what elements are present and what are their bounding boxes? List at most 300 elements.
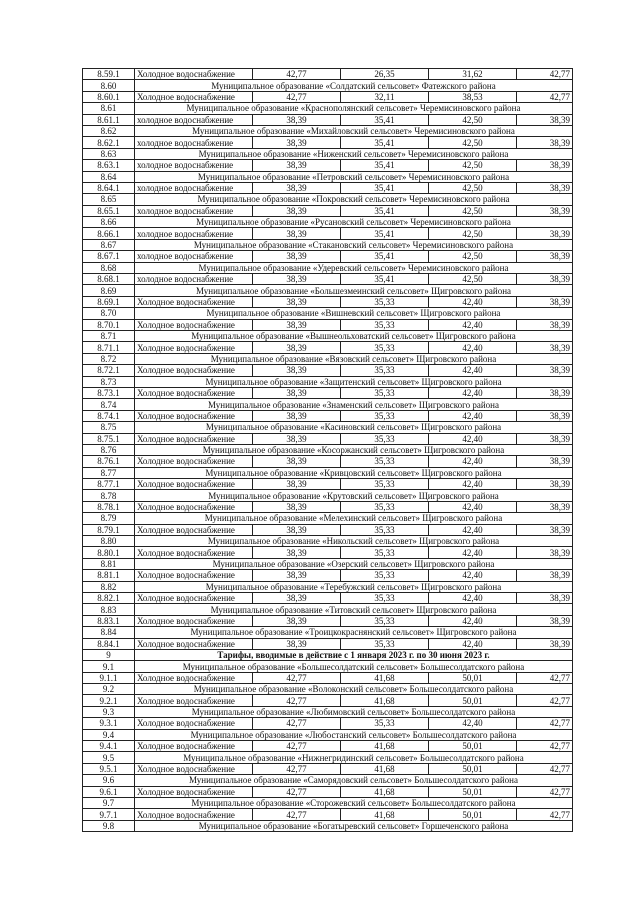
municipality-name: Муниципальное образование «Троицкокраснянский сельсовет» Щигровского района <box>135 627 573 638</box>
row-code: 8.71 <box>83 330 135 341</box>
municipality-name: Муниципальное образование «Теребужский сельсовет» Щигровского района <box>135 581 573 592</box>
tariff-row <box>83 524 573 535</box>
tariff-row <box>83 342 573 353</box>
tariff-value-2: 35,33 <box>341 342 429 353</box>
tariff-value-1: 38,39 <box>253 592 341 603</box>
tariff-value-4: 42,77 <box>517 718 573 729</box>
tariff-value-1: 38,39 <box>253 251 341 262</box>
tariff-row <box>83 570 573 581</box>
tariff-value-4: 42,77 <box>517 69 573 80</box>
tariff-value-1: 42,77 <box>253 91 341 102</box>
row-code: 8.69 <box>83 285 135 296</box>
row-code: 8.76.1 <box>83 456 135 467</box>
tariff-row <box>83 365 573 376</box>
tariff-value-1: 38,39 <box>253 205 341 216</box>
tariff-value-4: 38,39 <box>517 274 573 285</box>
tariff-value-3: 42,40 <box>429 592 517 603</box>
row-code: 8.83 <box>83 604 135 615</box>
service-name: Холодное водоснабжение <box>135 570 253 581</box>
row-code: 8.73.1 <box>83 387 135 398</box>
tariff-value-2: 35,33 <box>341 638 429 649</box>
service-name: Холодное водоснабжение <box>135 456 253 467</box>
row-code: 8.70 <box>83 308 135 319</box>
row-code: 8.73 <box>83 376 135 387</box>
row-code: 8.83.1 <box>83 615 135 626</box>
tariff-value-1: 38,39 <box>253 547 341 558</box>
row-code: 8.74.1 <box>83 410 135 421</box>
municipality-row <box>83 490 573 501</box>
tariff-value-3: 42,50 <box>429 205 517 216</box>
tariff-value-3: 42,50 <box>429 182 517 193</box>
row-code: 8.64.1 <box>83 182 135 193</box>
tariff-row <box>83 718 573 729</box>
tariff-value-2: 35,33 <box>341 718 429 729</box>
tariff-value-1: 38,39 <box>253 160 341 171</box>
service-name: холодное водоснабжение <box>135 228 253 239</box>
tariff-value-1: 42,77 <box>253 786 341 797</box>
tariff-row <box>83 695 573 706</box>
service-name: Холодное водоснабжение <box>135 638 253 649</box>
tariff-value-2: 41,68 <box>341 741 429 752</box>
row-code: 9.1.1 <box>83 672 135 683</box>
tariff-value-2: 41,68 <box>341 809 429 820</box>
tariff-value-2: 35,41 <box>341 160 429 171</box>
tariff-value-3: 42,40 <box>429 479 517 490</box>
municipality-name: Муниципальное образование «Удеревский сельсовет» Черемисиновского района <box>135 262 573 273</box>
tariff-value-1: 38,39 <box>253 410 341 421</box>
service-name: Холодное водоснабжение <box>135 809 253 820</box>
tariff-value-4: 38,39 <box>517 410 573 421</box>
municipality-row <box>83 217 573 228</box>
tariff-value-4: 38,39 <box>517 479 573 490</box>
municipality-name: Муниципальное образование «Никольский сельсовет» Щигровского района <box>135 536 573 547</box>
municipality-name: Муниципальное образование «Крутовский сельсовет» Щигровского района <box>135 490 573 501</box>
row-code: 8.65 <box>83 194 135 205</box>
municipality-row <box>83 706 573 717</box>
tariff-value-3: 42,50 <box>429 228 517 239</box>
tariff-row <box>83 479 573 490</box>
tariff-row <box>83 69 573 80</box>
service-name: Холодное водоснабжение <box>135 479 253 490</box>
row-code: 9.4.1 <box>83 741 135 752</box>
tariff-row <box>83 296 573 307</box>
municipality-row <box>83 604 573 615</box>
tariff-value-4: 38,39 <box>517 114 573 125</box>
service-name: Холодное водоснабжение <box>135 342 253 353</box>
tariff-value-3: 50,01 <box>429 741 517 752</box>
municipality-name: Муниципальное образование «Мелехинский сельсовет» Щигровского района <box>135 513 573 524</box>
row-code: 8.61 <box>83 103 135 114</box>
row-code: 8.67.1 <box>83 251 135 262</box>
service-name: Холодное водоснабжение <box>135 387 253 398</box>
tariff-value-3: 50,01 <box>429 672 517 683</box>
tariff-value-4: 42,77 <box>517 786 573 797</box>
tariff-value-2: 35,41 <box>341 114 429 125</box>
row-code: 8.81 <box>83 558 135 569</box>
service-name: холодное водоснабжение <box>135 274 253 285</box>
tariff-value-4: 38,39 <box>517 296 573 307</box>
tariff-row <box>83 456 573 467</box>
tariff-row <box>83 638 573 649</box>
tariff-value-4: 42,77 <box>517 741 573 752</box>
tariff-value-1: 38,39 <box>253 615 341 626</box>
tariff-value-4: 38,39 <box>517 319 573 330</box>
tariff-value-1: 38,39 <box>253 387 341 398</box>
municipality-name: Муниципальное образование «Петровский сельсовет» Черемисиновского района <box>135 171 573 182</box>
row-code: 8.80.1 <box>83 547 135 558</box>
service-name: Холодное водоснабжение <box>135 741 253 752</box>
row-code: 9.2 <box>83 684 135 695</box>
document-page <box>82 68 572 832</box>
municipality-row <box>83 661 573 672</box>
tariff-value-2: 35,41 <box>341 228 429 239</box>
tariff-row <box>83 809 573 820</box>
municipality-name: Муниципальное образование «Русановский сельсовет» Черемисиновского района <box>135 217 573 228</box>
tariff-row <box>83 160 573 171</box>
tariff-value-2: 35,41 <box>341 137 429 148</box>
row-code: 9.6 <box>83 775 135 786</box>
tariff-value-2: 35,33 <box>341 524 429 535</box>
tariff-value-2: 35,33 <box>341 547 429 558</box>
row-code: 8.77.1 <box>83 479 135 490</box>
tariff-value-4: 38,39 <box>517 456 573 467</box>
row-code: 9.7 <box>83 798 135 809</box>
tariff-value-2: 35,33 <box>341 479 429 490</box>
tariff-row <box>83 91 573 102</box>
tariff-value-1: 42,77 <box>253 741 341 752</box>
municipality-row <box>83 581 573 592</box>
municipality-row <box>83 353 573 364</box>
tariff-value-4: 42,77 <box>517 763 573 774</box>
tariff-row <box>83 410 573 421</box>
tariff-value-3: 42,40 <box>429 433 517 444</box>
row-code: 8.84 <box>83 627 135 638</box>
municipality-name: Муниципальное образование «Саморядовский сельсовет» Большесолдатского района <box>135 775 573 786</box>
tariff-row <box>83 741 573 752</box>
service-name: Холодное водоснабжение <box>135 718 253 729</box>
section-heading-row <box>83 649 573 660</box>
tariff-value-2: 41,68 <box>341 695 429 706</box>
service-name: Холодное водоснабжение <box>135 592 253 603</box>
tariff-value-1: 38,39 <box>253 274 341 285</box>
service-name: холодное водоснабжение <box>135 182 253 193</box>
tariff-value-4: 38,39 <box>517 638 573 649</box>
tariff-value-3: 42,50 <box>429 137 517 148</box>
tariff-value-3: 42,40 <box>429 342 517 353</box>
tariff-value-2: 35,33 <box>341 365 429 376</box>
tariff-value-3: 42,40 <box>429 501 517 512</box>
service-name: холодное водоснабжение <box>135 114 253 125</box>
municipality-row <box>83 330 573 341</box>
row-code: 8.69.1 <box>83 296 135 307</box>
row-code: 8.66 <box>83 217 135 228</box>
tariff-row <box>83 182 573 193</box>
row-code: 8.75 <box>83 422 135 433</box>
service-name: холодное водоснабжение <box>135 137 253 148</box>
service-name: Холодное водоснабжение <box>135 319 253 330</box>
tariff-value-2: 35,33 <box>341 570 429 581</box>
municipality-row <box>83 103 573 114</box>
row-code: 8.61.1 <box>83 114 135 125</box>
tariff-value-1: 38,39 <box>253 365 341 376</box>
tariff-value-1: 38,39 <box>253 319 341 330</box>
municipality-row <box>83 80 573 91</box>
municipality-name: Муниципальное образование «Покровский сельсовет» Черемисиновского района <box>135 194 573 205</box>
tariff-value-4: 38,39 <box>517 205 573 216</box>
tariff-value-3: 42,40 <box>429 547 517 558</box>
tariff-value-4: 38,39 <box>517 251 573 262</box>
tariff-value-4: 38,39 <box>517 160 573 171</box>
municipality-row <box>83 752 573 763</box>
row-code: 8.80 <box>83 536 135 547</box>
tariff-row <box>83 319 573 330</box>
municipality-row <box>83 262 573 273</box>
row-code: 8.62.1 <box>83 137 135 148</box>
tariff-row <box>83 274 573 285</box>
tariff-value-4: 38,39 <box>517 547 573 558</box>
tariff-row <box>83 501 573 512</box>
municipality-name: Муниципальное образование «Волоконский сельсовет» Большесолдатского района <box>135 684 573 695</box>
municipality-name: Муниципальное образование «Косоржанский сельсовет» Щигровского района <box>135 444 573 455</box>
row-code: 8.71.1 <box>83 342 135 353</box>
tariff-value-2: 41,68 <box>341 786 429 797</box>
row-code: 9.3 <box>83 706 135 717</box>
row-code: 8.64 <box>83 171 135 182</box>
municipality-row <box>83 285 573 296</box>
tariff-value-1: 42,77 <box>253 69 341 80</box>
municipality-row <box>83 775 573 786</box>
municipality-row <box>83 558 573 569</box>
service-name: Холодное водоснабжение <box>135 433 253 444</box>
row-code: 9.2.1 <box>83 695 135 706</box>
tariff-value-4: 42,77 <box>517 91 573 102</box>
municipality-name: Муниципальное образование «Вязовский сельсовет» Щигровского района <box>135 353 573 364</box>
tariff-row <box>83 114 573 125</box>
tariff-value-3: 42,50 <box>429 251 517 262</box>
tariff-value-2: 35,33 <box>341 319 429 330</box>
tariff-value-3: 42,40 <box>429 570 517 581</box>
municipality-name: Муниципальное образование «Большезмеинский сельсовет» Щигровского района <box>135 285 573 296</box>
section-number: 9 <box>83 649 135 660</box>
tariff-value-3: 42,40 <box>429 615 517 626</box>
tariff-value-4: 38,39 <box>517 342 573 353</box>
tariff-table-body <box>83 69 573 832</box>
municipality-row <box>83 399 573 410</box>
municipality-name: Муниципальное образование «Краснополянский сельсовет» Черемисиновского района <box>135 103 573 114</box>
row-code: 8.79.1 <box>83 524 135 535</box>
tariff-value-3: 42,50 <box>429 114 517 125</box>
municipality-row <box>83 798 573 809</box>
tariff-value-2: 35,33 <box>341 296 429 307</box>
service-name: Холодное водоснабжение <box>135 763 253 774</box>
tariff-value-1: 42,77 <box>253 718 341 729</box>
tariff-value-4: 38,39 <box>517 570 573 581</box>
row-code: 9.1 <box>83 661 135 672</box>
row-code: 8.79 <box>83 513 135 524</box>
tariff-value-3: 38,53 <box>429 91 517 102</box>
row-code: 8.78 <box>83 490 135 501</box>
tariff-value-3: 50,01 <box>429 763 517 774</box>
row-code: 8.77 <box>83 467 135 478</box>
tariff-value-2: 35,33 <box>341 433 429 444</box>
row-code: 8.63.1 <box>83 160 135 171</box>
tariff-value-4: 38,39 <box>517 137 573 148</box>
tariff-row <box>83 786 573 797</box>
municipality-name: Муниципальное образование «Любостанский сельсовет» Большесолдатского района <box>135 729 573 740</box>
service-name: Холодное водоснабжение <box>135 786 253 797</box>
municipality-name: Муниципальное образование «Михайловский сельсовет» Черемисиновского района <box>135 125 573 136</box>
service-name: Холодное водоснабжение <box>135 296 253 307</box>
row-code: 8.68.1 <box>83 274 135 285</box>
tariff-value-3: 42,40 <box>429 524 517 535</box>
service-name: Холодное водоснабжение <box>135 672 253 683</box>
row-code: 8.68 <box>83 262 135 273</box>
tariff-value-1: 42,77 <box>253 763 341 774</box>
tariff-value-2: 35,33 <box>341 615 429 626</box>
tariff-value-3: 42,40 <box>429 387 517 398</box>
tariff-value-3: 42,40 <box>429 638 517 649</box>
tariff-value-1: 38,39 <box>253 137 341 148</box>
tariff-value-3: 42,40 <box>429 365 517 376</box>
tariff-row <box>83 672 573 683</box>
tariff-value-1: 38,39 <box>253 479 341 490</box>
row-code: 8.67 <box>83 239 135 250</box>
tariff-value-3: 42,40 <box>429 319 517 330</box>
row-code: 8.65.1 <box>83 205 135 216</box>
tariff-value-2: 35,41 <box>341 274 429 285</box>
tariff-value-3: 50,01 <box>429 695 517 706</box>
tariff-value-1: 42,77 <box>253 695 341 706</box>
tariff-value-1: 38,39 <box>253 524 341 535</box>
row-code: 8.72 <box>83 353 135 364</box>
service-name: Холодное водоснабжение <box>135 91 253 102</box>
municipality-row <box>83 627 573 638</box>
row-code: 8.60.1 <box>83 91 135 102</box>
service-name: Холодное водоснабжение <box>135 501 253 512</box>
tariff-value-2: 35,33 <box>341 387 429 398</box>
row-code: 9.8 <box>83 820 135 831</box>
row-code: 8.78.1 <box>83 501 135 512</box>
tariff-value-3: 50,01 <box>429 809 517 820</box>
tariff-value-1: 38,39 <box>253 501 341 512</box>
tariff-value-2: 41,68 <box>341 672 429 683</box>
tariff-value-4: 42,77 <box>517 809 573 820</box>
tariff-value-4: 38,39 <box>517 182 573 193</box>
tariff-value-2: 26,35 <box>341 69 429 80</box>
tariff-value-1: 38,39 <box>253 182 341 193</box>
tariff-value-1: 38,39 <box>253 433 341 444</box>
tariff-value-3: 42,50 <box>429 274 517 285</box>
municipality-name: Муниципальное образование «Вишневский сельсовет» Щигровского района <box>135 308 573 319</box>
row-code: 9.7.1 <box>83 809 135 820</box>
municipality-name: Муниципальное образование «Стакановский сельсовет» Черемисиновского района <box>135 239 573 250</box>
row-code: 8.60 <box>83 80 135 91</box>
tariff-value-3: 42,40 <box>429 296 517 307</box>
municipality-name: Муниципальное образование «Большесолдатский сельсовет» Большесолдатского района <box>135 661 573 672</box>
tariff-row <box>83 547 573 558</box>
tariff-value-2: 35,41 <box>341 205 429 216</box>
municipality-row <box>83 376 573 387</box>
tariff-value-2: 35,41 <box>341 182 429 193</box>
row-code: 8.72.1 <box>83 365 135 376</box>
tariff-value-3: 42,40 <box>429 456 517 467</box>
tariff-value-3: 42,50 <box>429 160 517 171</box>
tariff-value-4: 38,39 <box>517 524 573 535</box>
tariff-value-1: 38,39 <box>253 456 341 467</box>
tariff-table <box>82 68 573 832</box>
tariff-value-2: 35,41 <box>341 251 429 262</box>
tariff-row <box>83 205 573 216</box>
row-code: 8.66.1 <box>83 228 135 239</box>
tariff-value-1: 38,39 <box>253 296 341 307</box>
tariff-value-4: 38,39 <box>517 433 573 444</box>
row-code: 8.76 <box>83 444 135 455</box>
service-name: Холодное водоснабжение <box>135 695 253 706</box>
municipality-row <box>83 820 573 831</box>
tariff-row <box>83 228 573 239</box>
tariff-row <box>83 433 573 444</box>
tariff-value-2: 35,33 <box>341 592 429 603</box>
tariff-row <box>83 387 573 398</box>
row-code: 8.59.1 <box>83 69 135 80</box>
tariff-value-1: 42,77 <box>253 809 341 820</box>
municipality-name: Муниципальное образование «Любимовский сельсовет» Большесолдатского района <box>135 706 573 717</box>
tariff-value-2: 32,11 <box>341 91 429 102</box>
municipality-row <box>83 148 573 159</box>
row-code: 9.5.1 <box>83 763 135 774</box>
tariff-value-2: 35,33 <box>341 410 429 421</box>
tariff-row <box>83 251 573 262</box>
row-code: 8.74 <box>83 399 135 410</box>
tariff-row <box>83 615 573 626</box>
tariff-value-1: 38,39 <box>253 342 341 353</box>
tariff-value-1: 38,39 <box>253 638 341 649</box>
tariff-value-4: 38,39 <box>517 501 573 512</box>
municipality-row <box>83 536 573 547</box>
municipality-row <box>83 308 573 319</box>
municipality-name: Муниципальное образование «Богатыревский сельсовет» Горшеченского района <box>135 820 573 831</box>
municipality-name: Муниципальное образование «Знаменский сельсовет» Щигровского района <box>135 399 573 410</box>
municipality-row <box>83 467 573 478</box>
service-name: Холодное водоснабжение <box>135 524 253 535</box>
tariff-row <box>83 763 573 774</box>
municipality-row <box>83 444 573 455</box>
tariff-value-3: 50,01 <box>429 786 517 797</box>
tariff-value-4: 38,39 <box>517 387 573 398</box>
row-code: 8.84.1 <box>83 638 135 649</box>
section-heading: Тарифы, вводимые в действие с 1 января 2023 г. по 30 июня 2023 г. <box>135 649 573 660</box>
tariff-value-1: 38,39 <box>253 114 341 125</box>
row-code: 9.4 <box>83 729 135 740</box>
tariff-value-4: 42,77 <box>517 672 573 683</box>
tariff-value-4: 42,77 <box>517 695 573 706</box>
tariff-value-4: 38,39 <box>517 228 573 239</box>
tariff-value-1: 38,39 <box>253 570 341 581</box>
service-name: холодное водоснабжение <box>135 160 253 171</box>
service-name: Холодное водоснабжение <box>135 547 253 558</box>
municipality-name: Муниципальное образование «Солдатский сельсовет» Фатежского района <box>135 80 573 91</box>
municipality-row <box>83 513 573 524</box>
tariff-value-3: 31,62 <box>429 69 517 80</box>
municipality-row <box>83 422 573 433</box>
tariff-value-1: 42,77 <box>253 672 341 683</box>
service-name: Холодное водоснабжение <box>135 365 253 376</box>
row-code: 9.6.1 <box>83 786 135 797</box>
municipality-name: Муниципальное образование «Ниженский сельсовет» Черемисиновского района <box>135 148 573 159</box>
tariff-value-3: 42,40 <box>429 718 517 729</box>
municipality-name: Муниципальное образование «Сторожевский сельсовет» Большесолдатского района <box>135 798 573 809</box>
row-code: 8.81.1 <box>83 570 135 581</box>
